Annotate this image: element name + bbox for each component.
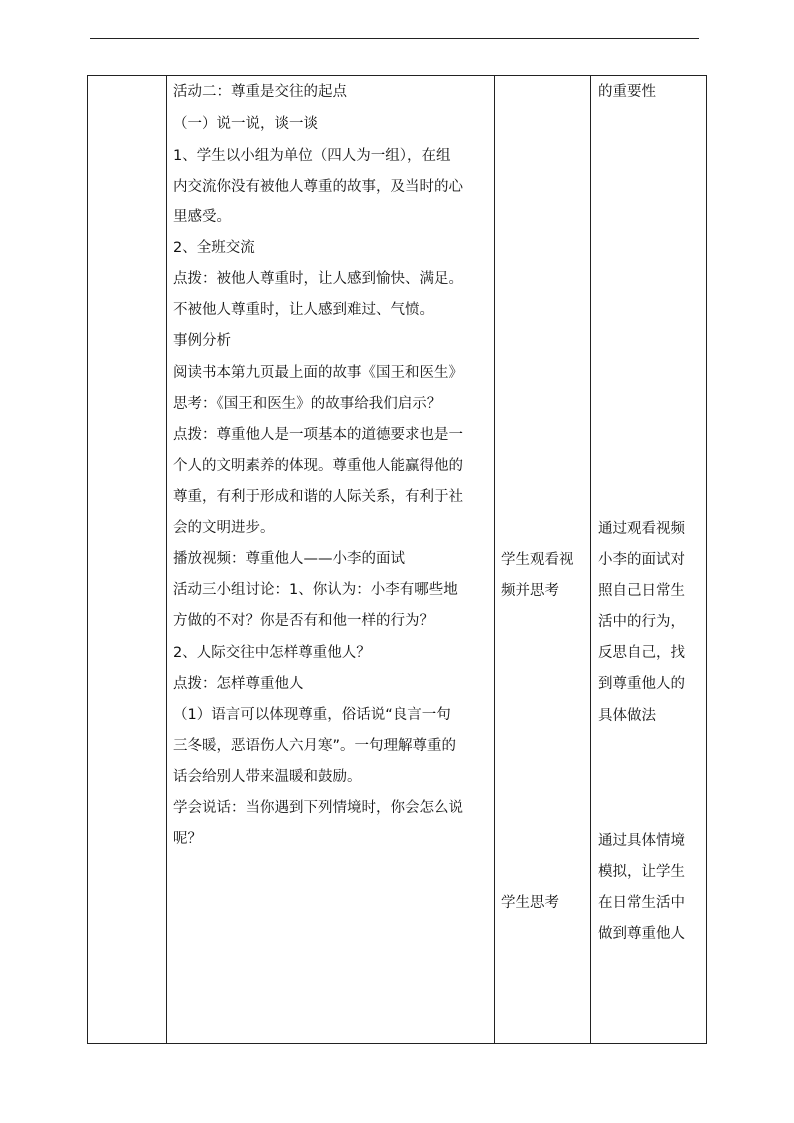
process-line: 1、学生以小组为单位（四人为一组），在组: [173, 148, 451, 164]
process-line: 事例分析: [173, 333, 231, 349]
process-line: 点拨：怎样尊重他人: [173, 676, 304, 692]
process-line: 个人的文明素养的体现。尊重他人能赢得他的: [173, 458, 463, 474]
process-line: 尊重，有利于形成和谐的人际关系，有利于社: [173, 489, 463, 505]
process-line: 阅读书本第九页最上面的故事《国王和医生》: [173, 365, 463, 381]
process-line: 点拨：被他人尊重时，让人感到愉快、满足。: [173, 271, 463, 287]
process-line: 活动三小组讨论：1、你认为：小李有哪些地: [173, 582, 458, 598]
student-line: 频并思考: [501, 583, 559, 599]
process-line: 2、人际交往中怎样尊重他人？: [173, 645, 371, 661]
student-line: 学生观看视: [501, 552, 574, 568]
process-line: 里感受。: [173, 209, 231, 225]
teaching-process-cell: [166, 76, 494, 1043]
process-line: 点拨：尊重他人是一项基本的道德要求也是一: [173, 427, 463, 443]
process-line: 思考：《国王和医生》的故事给我们启示？: [173, 396, 442, 412]
process-line: 方做的不对？你是否有和他一样的行为？: [173, 613, 434, 629]
process-line: 2、全班交流: [173, 240, 255, 256]
process-line: 学会说话：当你遇到下列情境时，你会怎么说: [173, 800, 463, 816]
intent-line: 通过具体情境: [598, 833, 685, 849]
intent-line: 在日常生活中: [598, 895, 685, 911]
design-intent-cell: [590, 76, 707, 1043]
intent-line: 照自己日常生: [598, 583, 685, 599]
process-line: 话会给别人带来温暖和鼓励。: [173, 769, 362, 785]
process-line: （1）语言可以体现尊重，俗话说“良言一句: [173, 707, 451, 723]
intent-line: 的重要性: [598, 84, 656, 100]
process-line: 播放视频：尊重他人——小李的面试: [173, 551, 405, 567]
process-line: 呢？: [173, 831, 202, 847]
intent-line: 小李的面试对: [598, 552, 685, 568]
intent-line: 模拟，让学生: [598, 864, 685, 880]
intent-line: 具体做法: [598, 708, 656, 724]
header-rule: [90, 38, 699, 39]
blank-cell: [88, 76, 166, 1043]
intent-line: 到尊重他人的: [598, 676, 685, 692]
intent-line: 活中的行为，: [598, 614, 685, 630]
process-line: 活动二：尊重是交往的起点: [173, 84, 347, 100]
process-line: 三冬暖，恶语伤人六月寒”。一句理解尊重的: [173, 738, 457, 754]
student-line: 学生思考: [501, 895, 559, 911]
intent-line: 反思自己，找: [598, 645, 685, 661]
student-activity-cell: [494, 76, 590, 1043]
process-line: 内交流你没有被他人尊重的故事，及当时的心: [173, 179, 463, 195]
process-line: （一）说一说，谈一谈: [173, 116, 318, 132]
process-line: 会的文明进步。: [173, 520, 275, 536]
intent-line: 通过观看视频: [598, 521, 685, 537]
lesson-plan-table: [87, 75, 707, 1044]
intent-line: 做到尊重他人: [598, 926, 685, 942]
process-line: 不被他人尊重时，让人感到难过、气愤。: [173, 302, 434, 318]
